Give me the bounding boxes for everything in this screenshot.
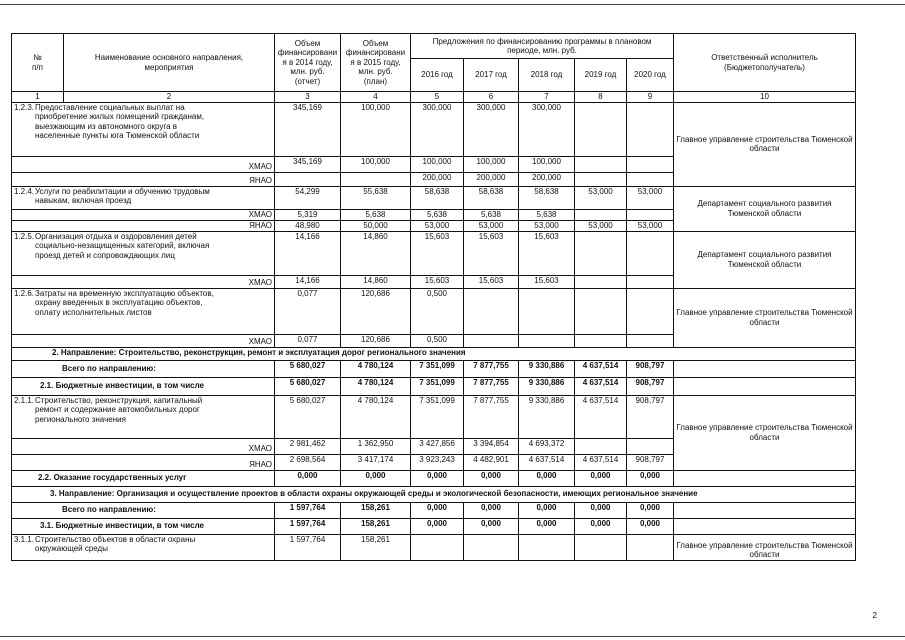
- cell: 15,603: [464, 275, 519, 288]
- cell: 15,603: [519, 231, 575, 275]
- cell: 3 394,854: [464, 438, 519, 454]
- cell: 3 417,174: [341, 454, 411, 470]
- cell: 0,000: [275, 470, 341, 486]
- cell: 4 637,514: [519, 454, 575, 470]
- header-proposals: Предложения по финансированию программы в плановом периоде, млн. руб.: [411, 34, 674, 59]
- cell: 0,500: [411, 288, 464, 334]
- responsible-cell: Главное управление строительства Тюменской области: [674, 102, 856, 186]
- table-row: [12, 360, 856, 377]
- cell: 1 597,764: [275, 502, 341, 518]
- row-label: 3.1. Бюджетные инвестиции, в том числе: [12, 518, 275, 534]
- cell: [627, 288, 674, 334]
- cell: [627, 334, 674, 347]
- cell: 9 330,886: [519, 377, 575, 395]
- cell: [627, 438, 674, 454]
- cell: [674, 470, 856, 486]
- cell: [627, 231, 674, 275]
- colnum: 7: [519, 92, 575, 103]
- header-name: Наименование основного направления, мероприятия: [64, 34, 275, 92]
- cell: 158,261: [341, 518, 411, 534]
- cell: 0,000: [627, 502, 674, 518]
- cell: 4 637,514: [575, 360, 627, 377]
- row-label: 3.1.1.Строительство объектов в области охраны окружающей среды: [12, 534, 275, 560]
- scan-edge-bottom: [0, 636, 905, 637]
- cell: 0,000: [464, 502, 519, 518]
- cell: 200,000: [464, 172, 519, 186]
- cell: 5,319: [275, 209, 341, 220]
- cell: 53,000: [464, 220, 519, 231]
- cell: 14,166: [275, 275, 341, 288]
- cell: 0,000: [519, 502, 575, 518]
- cell: 0,000: [341, 470, 411, 486]
- cell: 7 351,099: [411, 395, 464, 438]
- cell: 0,000: [627, 470, 674, 486]
- cell: 1 362,950: [341, 438, 411, 454]
- colnum: 9: [627, 92, 674, 103]
- cell: 3 427,856: [411, 438, 464, 454]
- colnum: 3: [275, 92, 341, 103]
- table-row: [12, 102, 856, 156]
- table-row: [12, 502, 856, 518]
- row-sublabel: ХМАО: [12, 156, 275, 172]
- cell: 345,169: [275, 102, 341, 156]
- cell: 15,603: [411, 231, 464, 275]
- cell: [575, 156, 627, 172]
- row-sublabel: ХМАО: [12, 334, 275, 347]
- header-vol2014: Объем финансировани я в 2014 году, млн. руб. (отчет): [275, 34, 341, 92]
- cell: 200,000: [519, 172, 575, 186]
- cell: [275, 172, 341, 186]
- cell: 4 482,901: [464, 454, 519, 470]
- cell: [627, 209, 674, 220]
- row-sublabel: ХМАО: [12, 438, 275, 454]
- cell: 5,638: [411, 209, 464, 220]
- cell: [464, 288, 519, 334]
- cell: 120,686: [341, 334, 411, 347]
- cell: 14,166: [275, 231, 341, 275]
- row-sublabel: ЯНАО: [12, 172, 275, 186]
- cell: 7 877,755: [464, 377, 519, 395]
- cell: 2 981,462: [275, 438, 341, 454]
- cell: 0,000: [627, 518, 674, 534]
- financing-table: [11, 33, 856, 561]
- cell: [519, 334, 575, 347]
- colnum: 1: [12, 92, 64, 103]
- cell: 5,638: [519, 209, 575, 220]
- cell: 15,603: [411, 275, 464, 288]
- cell: 0,000: [575, 502, 627, 518]
- cell: 5 680,027: [275, 360, 341, 377]
- cell: [575, 102, 627, 156]
- section-heading: 2. Направление: Строительство, реконструкция, ремонт и эксплуатация дорог регионального значения: [12, 347, 856, 360]
- cell: [627, 534, 674, 560]
- header-year: 2018 год: [519, 59, 575, 92]
- table-row: [12, 231, 856, 275]
- cell: 48,980: [275, 220, 341, 231]
- row-label: 2.1.1.Строительство, реконструкция, капитальный ремонт и содержание автомобильных дорог регионального значения: [12, 395, 275, 438]
- responsible-cell: Департамент социального развития Тюменской области: [674, 231, 856, 288]
- row-sublabel: ХМАО: [12, 209, 275, 220]
- cell: 15,603: [519, 275, 575, 288]
- cell: 3 923,243: [411, 454, 464, 470]
- cell: [627, 275, 674, 288]
- header-responsible: Ответственный исполнитель (Бюджетополучатель): [674, 34, 856, 92]
- section-heading: 3. Направление: Организация и осуществление проектов в области охраны окружающей среды и экологической безопасности, имеющих региональное значение: [12, 486, 856, 502]
- cell: 0,000: [411, 470, 464, 486]
- colnum: 10: [674, 92, 856, 103]
- cell: [341, 172, 411, 186]
- cell: 5,638: [464, 209, 519, 220]
- cell: 1 597,764: [275, 518, 341, 534]
- cell: 0,000: [464, 518, 519, 534]
- cell: 14,860: [341, 231, 411, 275]
- responsible-cell: Главное управление строительства Тюменской области: [674, 534, 856, 560]
- cell: 0,077: [275, 334, 341, 347]
- cell: 300,000: [464, 102, 519, 156]
- cell: 4 693,372: [519, 438, 575, 454]
- cell: 0,077: [275, 288, 341, 334]
- cell: 50,000: [341, 220, 411, 231]
- responsible-cell: Главное управление строительства Тюменской области: [674, 288, 856, 347]
- responsible-cell: Главное управление строительства Тюменской области: [674, 395, 856, 470]
- cell: [674, 518, 856, 534]
- cell: 0,000: [519, 470, 575, 486]
- cell: 58,638: [464, 186, 519, 209]
- cell: [464, 534, 519, 560]
- cell: [464, 334, 519, 347]
- cell: 100,000: [519, 156, 575, 172]
- cell: 100,000: [411, 156, 464, 172]
- cell: 200,000: [411, 172, 464, 186]
- colnum: 5: [411, 92, 464, 103]
- cell: 908,797: [627, 377, 674, 395]
- cell: 0,000: [411, 518, 464, 534]
- cell: 7 351,099: [411, 360, 464, 377]
- cell: 58,638: [519, 186, 575, 209]
- cell: 4 637,514: [575, 377, 627, 395]
- cell: 0,000: [575, 470, 627, 486]
- cell: 100,000: [341, 102, 411, 156]
- row-sublabel: ЯНАО: [12, 454, 275, 470]
- cell: [575, 288, 627, 334]
- cell: [575, 334, 627, 347]
- row-label: Всего по направлению:: [12, 360, 275, 377]
- cell: [519, 534, 575, 560]
- cell: 0,000: [519, 518, 575, 534]
- cell: 5,638: [341, 209, 411, 220]
- cell: 53,000: [575, 220, 627, 231]
- cell: [519, 288, 575, 334]
- cell: 53,000: [411, 220, 464, 231]
- cell: [575, 172, 627, 186]
- row-label: 1.2.4.Услуги по реабилитации и обучению трудовым навыкам, включая проезд: [12, 186, 275, 209]
- cell: 0,000: [411, 502, 464, 518]
- cell: [674, 377, 856, 395]
- row-label: 1.2.3.Предоставление социальных выплат на приобретение жилых помещений гражданам, выезжающим из автономного округа в населенные пункты юга Тюменской области: [12, 102, 275, 156]
- cell: 300,000: [519, 102, 575, 156]
- cell: 4 780,124: [341, 377, 411, 395]
- cell: [627, 172, 674, 186]
- cell: 55,638: [341, 186, 411, 209]
- table-row: [12, 377, 856, 395]
- page-number: 2: [872, 611, 877, 620]
- row-sublabel: ЯНАО: [12, 220, 275, 231]
- cell: 14,860: [341, 275, 411, 288]
- cell: [674, 360, 856, 377]
- cell: [674, 502, 856, 518]
- row-label: 1.2.6.Затраты на временную эксплуатацию объектов, охрану введенных в эксплуатацию объектов, оплату исполнительных листов: [12, 288, 275, 334]
- cell: 908,797: [627, 395, 674, 438]
- cell: [627, 156, 674, 172]
- colnum: 2: [64, 92, 275, 103]
- header-num: № п/п: [12, 34, 64, 92]
- header-year: 2020 год: [627, 59, 674, 92]
- cell: 58,638: [411, 186, 464, 209]
- cell: 2 698,564: [275, 454, 341, 470]
- table-row: [12, 518, 856, 534]
- cell: 7 877,755: [464, 360, 519, 377]
- section-heading-row: [12, 486, 856, 502]
- cell: 0,000: [575, 518, 627, 534]
- cell: 15,603: [464, 231, 519, 275]
- table-row: [12, 395, 856, 438]
- header-year: 2017 год: [464, 59, 519, 92]
- responsible-cell: Департамент социального развития Тюменской области: [674, 186, 856, 231]
- colnum: 8: [575, 92, 627, 103]
- cell: 53,000: [519, 220, 575, 231]
- table-row: [12, 534, 856, 560]
- cell: 0,000: [464, 470, 519, 486]
- cell: 5 680,027: [275, 395, 341, 438]
- cell: 4 637,514: [575, 395, 627, 438]
- colnum: 6: [464, 92, 519, 103]
- cell: 53,000: [627, 220, 674, 231]
- cell: [575, 534, 627, 560]
- cell: 4 780,124: [341, 395, 411, 438]
- row-label: 2.2. Оказание государственных услуг: [12, 470, 275, 486]
- cell: [575, 209, 627, 220]
- table-row: [12, 186, 856, 209]
- scan-edge-top: [0, 4, 905, 5]
- table-row: [12, 288, 856, 334]
- cell: 120,686: [341, 288, 411, 334]
- section-heading-row: [12, 347, 856, 360]
- header-year: 2019 год: [575, 59, 627, 92]
- colnum: 4: [341, 92, 411, 103]
- cell: 4 780,124: [341, 360, 411, 377]
- cell: 100,000: [341, 156, 411, 172]
- cell: 908,797: [627, 360, 674, 377]
- header-vol2015: Объем финансировани я в 2015 году, млн. руб. (план): [341, 34, 411, 92]
- cell: 7 351,099: [411, 377, 464, 395]
- cell: [627, 102, 674, 156]
- cell: [575, 231, 627, 275]
- row-label: 1.2.5.Организация отдыха и оздоровления детей социально-незащищенных категорий, включая проезд детей и сопровождающих лиц: [12, 231, 275, 275]
- cell: 53,000: [575, 186, 627, 209]
- header-year: 2016 год: [411, 59, 464, 92]
- cell: 1 597,764: [275, 534, 341, 560]
- cell: 9 330,886: [519, 360, 575, 377]
- row-sublabel: ХМАО: [12, 275, 275, 288]
- row-label: 2.1. Бюджетные инвестиции, в том числе: [12, 377, 275, 395]
- cell: 0,500: [411, 334, 464, 347]
- cell: [411, 534, 464, 560]
- cell: 908,797: [627, 454, 674, 470]
- cell: [575, 275, 627, 288]
- cell: 9 330,886: [519, 395, 575, 438]
- cell: 158,261: [341, 534, 411, 560]
- cell: 100,000: [464, 156, 519, 172]
- cell: 300,000: [411, 102, 464, 156]
- cell: 345,169: [275, 156, 341, 172]
- cell: 54,299: [275, 186, 341, 209]
- cell: 53,000: [627, 186, 674, 209]
- table-row: [12, 470, 856, 486]
- cell: [575, 438, 627, 454]
- cell: 4 637,514: [575, 454, 627, 470]
- cell: 158,261: [341, 502, 411, 518]
- row-label: Всего по направлению:: [12, 502, 275, 518]
- cell: 7 877,755: [464, 395, 519, 438]
- cell: 5 680,027: [275, 377, 341, 395]
